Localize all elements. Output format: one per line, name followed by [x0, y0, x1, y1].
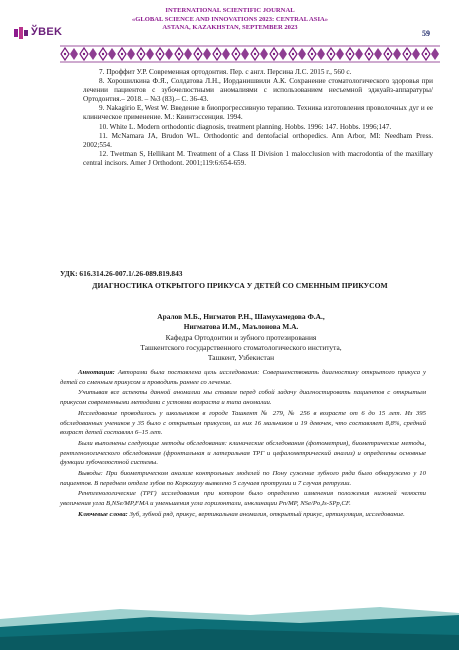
logo-emblem-icon	[14, 27, 30, 39]
keywords-text: Зуб, зубной ряд, прикус, вертикальная аномалия, открытый прикус, артикуляция, исследование.	[127, 510, 405, 518]
reference-list	[83, 68, 433, 168]
udc-code: УДК: 616.314.26-007.1/.26-089.819.843	[60, 269, 183, 278]
footer-decoration	[0, 601, 459, 650]
reference-item: 8. Хорошилкина Ф.Я., Солдатова Л.Н., Иорданишвили А.К. Сохранение стоматологического здоровья при лечении пациентов с зубочелюстными аномалиями с использованием несъемной эджуайз-аппаратуры/Ортодонтия.– 2018. – №3 (83).– С. 36-43.	[83, 77, 433, 104]
affiliation-line-2: Ташкентского государственного стоматологического института,	[140, 343, 342, 352]
abstract-paragraph: Выводы: При биометрическом анализе контрольных моделей по Пону сужение зубного ряда было обнаружено у 10 пациентов. В переднем отделе зубов по Коркхаузу выявлено 5 случаев протрузии и 7 случая ретрузии.	[60, 470, 426, 487]
abstract-paragraph: Учитывая все аспекты данной аномалии мы ставим перед собой задачу диагностировать пациентов с открытым прикусом современными методами с устоями возраста и типа аномалии.	[60, 389, 426, 407]
article-title: ДИАГНОСТИКА ОТКРЫТОГО ПРИКУСА У ДЕТЕЙ СО СМЕННЫМ ПРИКУСОМ	[92, 281, 388, 290]
conference-line-2: «GLOBAL SCIENCE AND INNOVATIONS 2023: CENTRAL ASIA»	[131, 15, 329, 23]
affiliation-line-3: Ташкент, Узбекистан	[207, 353, 275, 362]
authors-line-1: Аралов М.Б., Нигматов Р.Н., Шамухамедова Ф.А.,	[157, 312, 325, 321]
abstract-text: Авторами была поставлена цель исследования: Совершенствовать диагностику открытого прикуса у детей со сменным прикусом и проводить раннее со лечение.	[60, 369, 426, 386]
conference-title	[110, 7, 350, 33]
abstract-paragraph: Рентгенологические (ТРГ) исследования при котором было определено изменения положения нижней челюсти увеличения угла B,NSe/MP,FMA и уменьшения угла горизонтали, инклинации Pn/MP, NSe/Po,Is-SPp,CF.	[60, 490, 426, 508]
conference-line-3: ASTANA, KAZAKHSTAN, SEPTEMBER 2023	[162, 24, 298, 32]
abstract-paragraph	[60, 368, 426, 387]
logo-text: ЎBEK	[31, 26, 63, 38]
affiliation	[96, 333, 386, 363]
conference-line-1: INTERNATIONAL SCIENTIFIC JOURNAL	[165, 7, 295, 14]
abstract-paragraph: Были выполнены следующие методы обследования: клинические обследования (фотометрия), биометрические методы, рентгенологического обследования (фронтальная и латеральная ТРГ и цефалометрический анализ) и определены основные функции зубочелюстной системы.	[60, 439, 426, 467]
abstract-paragraph: Исследование проводилось у школьников в городе Ташкент № 279, № 256 в возрасте от 6 до 15 лет. Из 395 обследованных учеников у 35 было с открытым прикусом, из них 16 мальчиков и 19 девочек, что составляет 8,8%, средний возраст детей составлял 6–15 лет.	[60, 409, 426, 437]
abstract	[60, 368, 426, 520]
reference-item: 9. Nakagirio E, West W. Введение в биопрогрессивную терапию. Техника изготовления проволочных дуг и ее клиническое применение. М.: Квинтэссенция. 1994.	[83, 104, 433, 122]
reference-item: 7. Проффит У.Р. Современная ортодонтия. Пер. с англ. Персина Л.С. 2015 г., 560 с.	[99, 68, 352, 76]
ornament-border	[60, 44, 440, 64]
affiliation-line-1: Кафедра Ортодонтии и зубного протезирования	[165, 333, 317, 342]
journal-logo	[14, 26, 76, 40]
abstract-label: Аннотация:	[78, 369, 115, 376]
page-header	[0, 0, 459, 62]
reference-item: 11. McNamara JA, Brudon WL. Orthodontic and dentofacial orthopedics. Ann Arbor, MI: Needham Press. 2002;554.	[83, 131, 433, 149]
keywords	[60, 510, 426, 520]
authors	[96, 312, 386, 332]
reference-item: 12. Twetman S, Hellikant M. Treatment of a Class II Division 1 malocclusion with macrodontia of the maxillary central incisors. Amer J Orthodont. 2001;119:6:654-659.	[83, 149, 433, 167]
keywords-label: Ключевые слова:	[78, 510, 128, 518]
reference-item: 10. White L. Modern orthodontic diagnosis, treatment planning. Hobbs. 1996: 147. Hobbs. 1996;147.	[99, 122, 392, 131]
page-number: 59	[422, 29, 430, 38]
authors-line-2: Нигматова И.М., Маълонова М.А.	[183, 322, 299, 331]
